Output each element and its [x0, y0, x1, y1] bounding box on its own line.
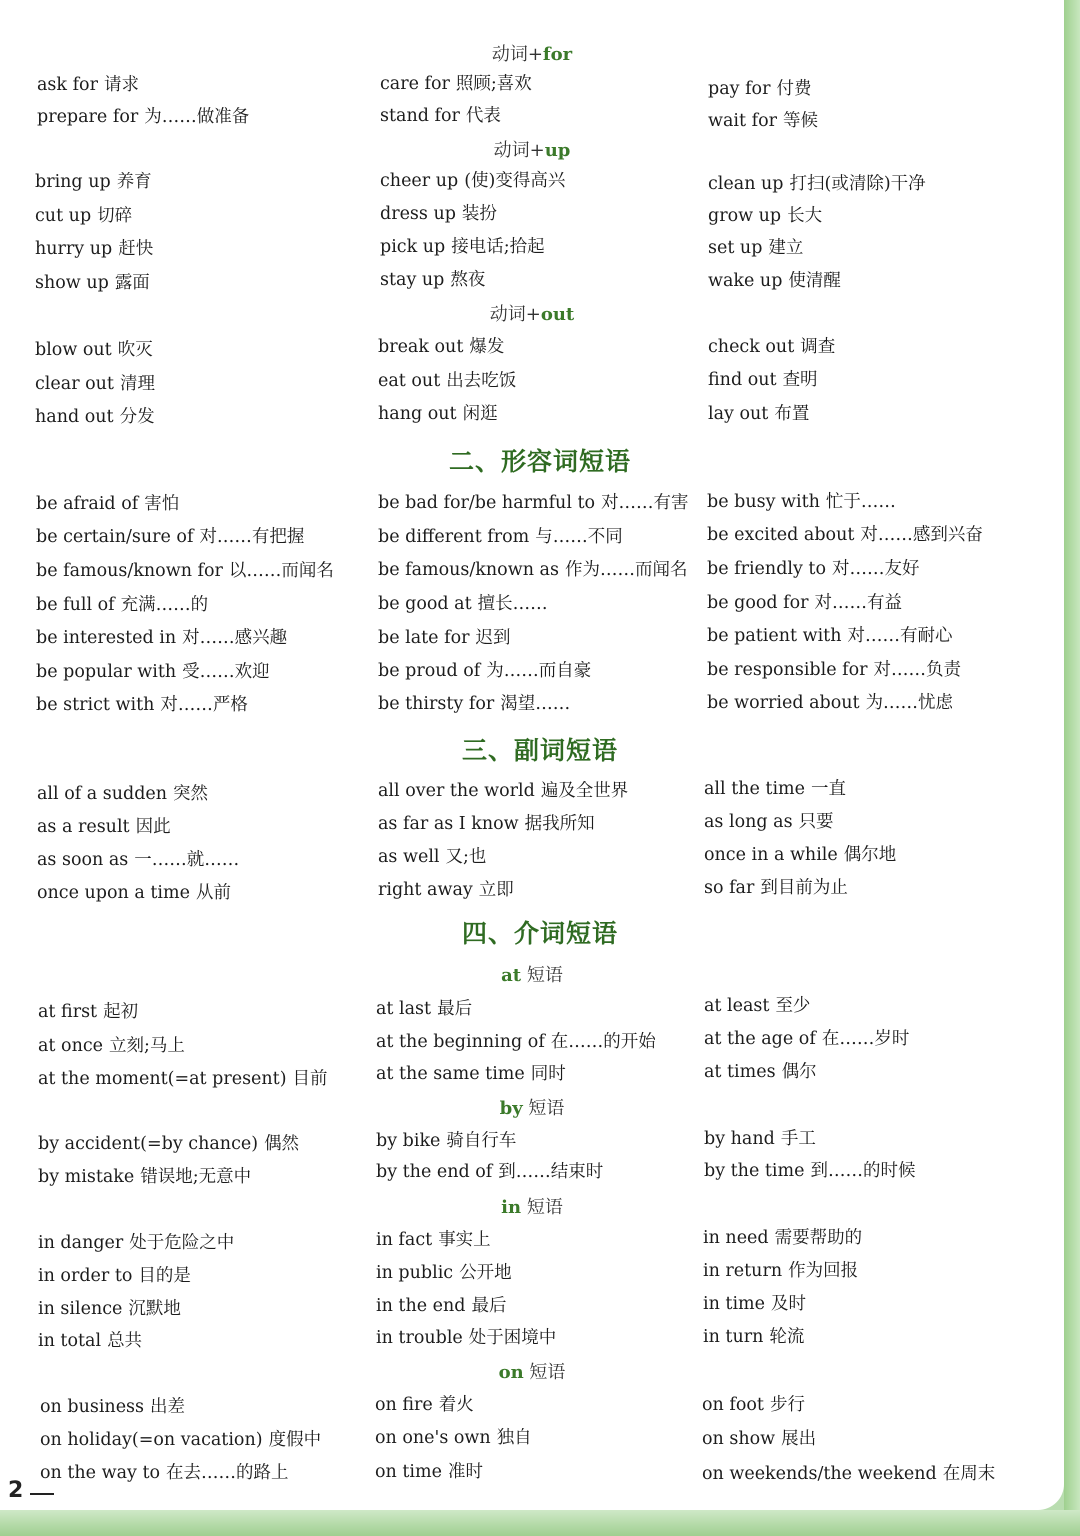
phrase-entry: at times 偶尔 — [704, 1062, 817, 1082]
phrase-entry: at once 立刻;马上 — [38, 1036, 185, 1056]
phrase-entry: in silence 沉默地 — [38, 1299, 181, 1319]
phrase-entry: ask for 请求 — [37, 75, 139, 95]
phrase-entry: be certain/sure of 对……有把握 — [36, 527, 305, 547]
phrase-entry: in order to 目的是 — [38, 1266, 191, 1286]
subheading-in: in 短语 — [501, 1197, 563, 1218]
phrase-entry: on one's own 独自 — [375, 1428, 532, 1448]
phrase-entry: all of a sudden 突然 — [37, 784, 209, 804]
phrase-entry: at the same time 同时 — [376, 1064, 566, 1084]
phrase-entry: all over the world 遍及全世界 — [378, 781, 629, 801]
phrase-entry: by hand 手工 — [704, 1129, 816, 1149]
phrase-entry: be good at 擅长…… — [378, 594, 548, 614]
phrase-entry: find out 查明 — [708, 370, 818, 390]
phrase-entry: so far 到目前为止 — [704, 878, 848, 898]
phrase-entry: be worried about 为……忧虑 — [707, 693, 954, 713]
phrase-entry: as a result 因此 — [37, 817, 171, 837]
phrase-entry: pick up 接电话;拾起 — [380, 237, 545, 257]
subheading-verb-for: 动词+for — [491, 44, 573, 65]
phrase-entry: care for 照顾;喜欢 — [380, 74, 532, 94]
phrase-entry: wait for 等候 — [708, 111, 818, 131]
phrase-entry: at the age of 在……岁时 — [704, 1029, 910, 1049]
phrase-entry: clear out 清理 — [35, 374, 155, 394]
section-title-preposition: 四、介词短语 — [461, 919, 618, 948]
phrase-entry: on weekends/the weekend 在周末 — [702, 1464, 996, 1484]
phrase-entry: be late for 迟到 — [378, 628, 511, 648]
phrase-entry: be responsible for 对……负责 — [707, 660, 962, 680]
phrase-entry: be popular with 受……欢迎 — [36, 662, 270, 682]
phrase-entry: be proud of 为……而自豪 — [378, 661, 592, 681]
phrase-entry: be famous/known for 以……而闻名 — [36, 561, 334, 581]
phrase-entry: in the end 最后 — [376, 1296, 507, 1316]
phrase-entry: at last 最后 — [376, 999, 473, 1019]
phrase-entry: show up 露面 — [35, 273, 150, 293]
phrase-entry: be bad for/be harmful to 对……有害 — [378, 493, 689, 513]
phrase-entry: break out 爆发 — [378, 337, 505, 357]
phrase-entry: cut up 切碎 — [35, 206, 133, 226]
subheading-by: by 短语 — [499, 1098, 565, 1119]
phrase-entry: by accident(=by chance) 偶然 — [38, 1134, 300, 1154]
phrase-entry: right away 立即 — [378, 880, 514, 900]
phrase-entry: in total 总共 — [38, 1331, 143, 1351]
phrase-entry: be thirsty for 渴望…… — [378, 694, 571, 714]
phrase-entry: at the moment(=at present) 目前 — [38, 1069, 328, 1089]
phrase-entry: in danger 处于危险之中 — [38, 1233, 235, 1253]
phrase-entry: be friendly to 对……友好 — [707, 559, 920, 579]
phrase-entry: be full of 充满……的 — [36, 595, 209, 615]
phrase-entry: prepare for 为……做准备 — [37, 107, 250, 127]
page-number: 2 — [8, 1478, 24, 1503]
subheading-verb-up: 动词+up — [493, 140, 571, 161]
page-number-rule — [30, 1493, 54, 1495]
phrase-entry: as soon as 一……就…… — [37, 850, 240, 870]
phrase-entry: be good for 对……有益 — [707, 593, 903, 613]
phrase-entry: be afraid of 害怕 — [36, 494, 180, 514]
phrase-entry: cheer up (使)变得高兴 — [380, 171, 566, 191]
section-title-adverb: 三、副词短语 — [461, 736, 618, 765]
phrase-entry: lay out 布置 — [708, 404, 810, 424]
phrase-entry: check out 调查 — [708, 337, 836, 357]
phrase-entry: be strict with 对……严格 — [36, 695, 248, 715]
phrase-entry: as well 又;也 — [378, 847, 487, 867]
phrase-entry: in return 作为回报 — [703, 1261, 859, 1281]
phrase-entry: be famous/known as 作为……而闻名 — [378, 560, 688, 580]
phrase-entry: once in a while 偶尔地 — [704, 845, 897, 865]
phrase-entry: stay up 熬夜 — [380, 270, 486, 290]
phrase-entry: be patient with 对……有耐心 — [707, 626, 953, 646]
phrase-entry: by the end of 到……结束时 — [376, 1162, 604, 1182]
phrase-entry: stand for 代表 — [380, 106, 501, 126]
phrase-entry: be different from 与……不同 — [378, 527, 623, 547]
subheading-on: on 短语 — [498, 1362, 566, 1383]
phrase-entry: on foot 步行 — [702, 1395, 805, 1415]
subheading-verb-out: 动词+out — [489, 304, 575, 325]
phrase-entry: in turn 轮流 — [703, 1327, 805, 1347]
phrase-entry: dress up 装扮 — [380, 204, 497, 224]
phrase-entry: bring up 养育 — [35, 172, 152, 192]
subheading-at: at 短语 — [501, 965, 563, 986]
phrase-entry: by the time 到……的时候 — [704, 1161, 916, 1181]
phrase-entry: set up 建立 — [708, 238, 804, 258]
phrase-entry: in trouble 处于困境中 — [376, 1328, 557, 1348]
phrase-entry: on time 准时 — [375, 1462, 483, 1482]
phrase-entry: in public 公开地 — [376, 1263, 512, 1283]
phrase-entry: hang out 闲逛 — [378, 404, 498, 424]
section-title-adjective: 二、形容词短语 — [448, 447, 631, 476]
phrase-entry: grow up 长大 — [708, 206, 823, 226]
phrase-entry: in time 及时 — [703, 1294, 807, 1314]
phrase-entry: be interested in 对……感兴趣 — [36, 628, 288, 648]
phrase-entry: on show 展出 — [702, 1429, 817, 1449]
phrase-entry: hurry up 赶快 — [35, 239, 154, 259]
phrase-entry: be excited about 对……感到兴奋 — [707, 525, 983, 545]
phrase-entry: clean up 打扫(或清除)干净 — [708, 174, 926, 194]
phrase-entry: be busy with 忙于…… — [707, 492, 896, 512]
phrase-entry: on business 出差 — [40, 1397, 186, 1417]
phrase-entry: all the time 一直 — [704, 779, 846, 799]
phrase-entry: at first 起初 — [38, 1002, 139, 1022]
phrase-entry: as long as 只要 — [704, 812, 834, 832]
phrase-entry: as far as I know 据我所知 — [378, 814, 595, 834]
phrase-entry: wake up 使清醒 — [708, 271, 841, 291]
phrase-entry: on the way to 在去……的路上 — [40, 1463, 289, 1483]
page-edge-right — [1064, 0, 1080, 1536]
phrase-entry: at least 至少 — [704, 996, 811, 1016]
phrase-entry: pay for 付费 — [708, 79, 812, 99]
phrase-entry: by bike 骑自行车 — [376, 1131, 517, 1151]
phrase-entry: eat out 出去吃饭 — [378, 371, 517, 391]
phrase-entry: on fire 着火 — [375, 1395, 474, 1415]
phrase-entry: once upon a time 从前 — [37, 883, 231, 903]
page-edge-bottom — [0, 1510, 1080, 1536]
phrase-entry: hand out 分发 — [35, 407, 155, 427]
phrase-entry: in fact 事实上 — [376, 1230, 491, 1250]
phrase-entry: in need 需要帮助的 — [703, 1228, 863, 1248]
phrase-entry: at the beginning of 在……的开始 — [376, 1032, 656, 1052]
phrase-entry: on holiday(=on vacation) 度假中 — [40, 1430, 322, 1450]
phrase-entry: blow out 吹灭 — [35, 340, 153, 360]
phrase-entry: by mistake 错误地;无意中 — [38, 1167, 252, 1187]
